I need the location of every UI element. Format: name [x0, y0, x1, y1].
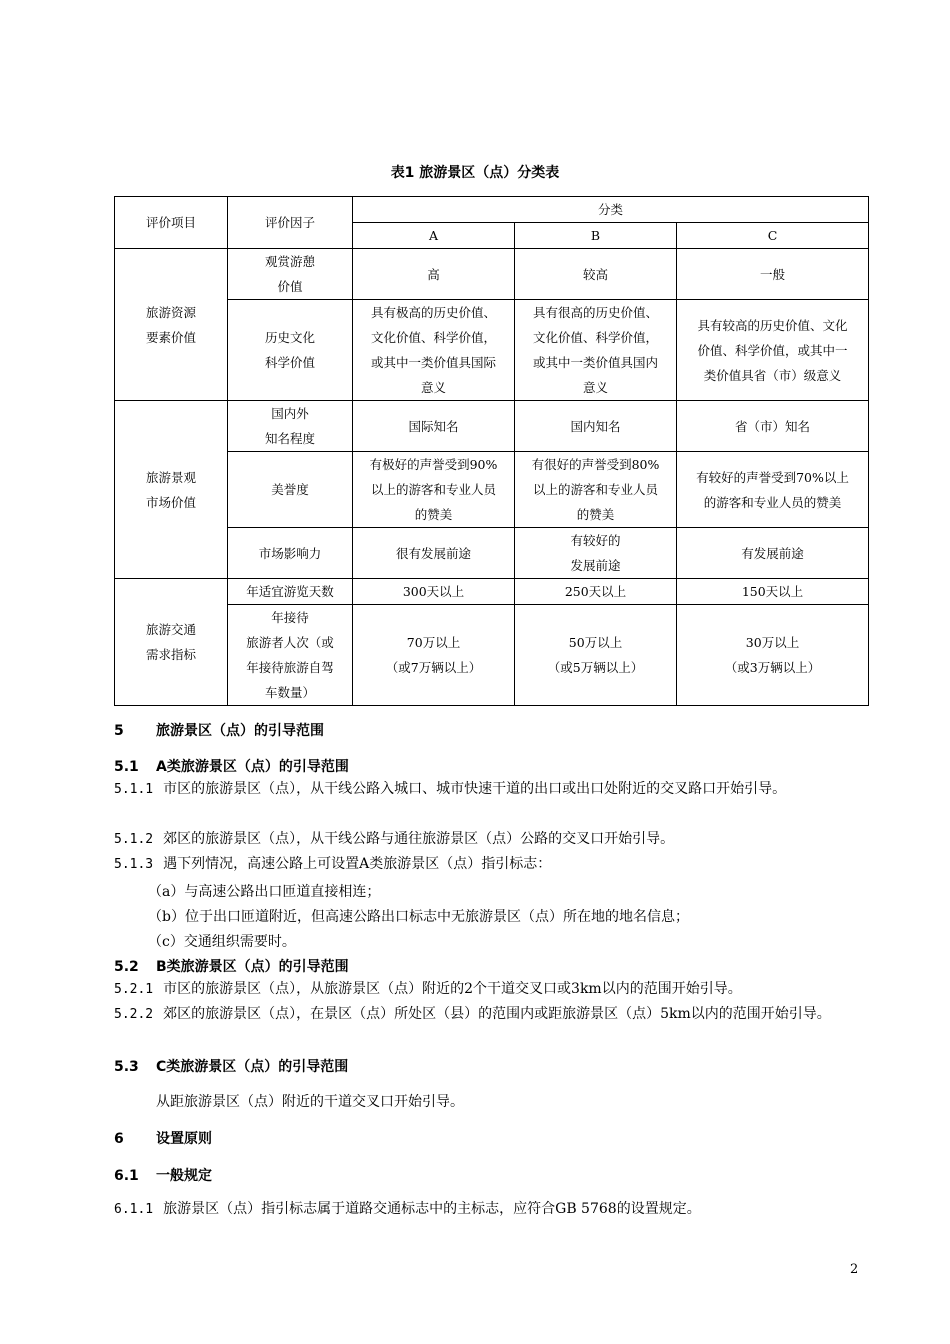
- header-a: A: [353, 223, 515, 249]
- para-5-3: 从距旅游景区（点）附近的干道交叉口开始引导。: [156, 1094, 464, 1110]
- cell-line: 国内外: [271, 406, 309, 421]
- factor-cell: [228, 605, 353, 706]
- value-cell-a: [353, 249, 515, 300]
- cell-line: 具有较高的历史价值、文化: [697, 317, 848, 333]
- cell-line: 车数量）: [264, 685, 315, 700]
- cell-line: 很有发展前途: [395, 545, 471, 561]
- factor-cell: [228, 249, 353, 300]
- cell-line: 省（市）知名: [734, 418, 810, 434]
- section-5: 5 旅游景区（点）的引导范围: [114, 723, 324, 739]
- list-item-c: （c）交通组织需要时。: [148, 934, 296, 950]
- table-row: [115, 249, 869, 300]
- cell-line: 价值: [277, 279, 303, 294]
- table-caption: 表1 旅游景区（点）分类表: [390, 165, 560, 181]
- value-cell-c: [677, 249, 869, 300]
- cell-line: 一般: [759, 266, 785, 282]
- cell-line: 文化价值、科学价值，: [532, 330, 658, 345]
- cell-line: （或5万辆以上）: [547, 660, 644, 675]
- list-item-b: （b）位于出口匝道附近，但高速公路出口标志中无旅游景区（点）所在地的地名信息；: [148, 909, 689, 925]
- section-5-2: 5.2 B类旅游景区（点）的引导范围: [114, 959, 349, 975]
- para-5-1-2: 5.1.2 郊区的旅游景区（点），从干线公路与通往旅游景区（点）公路的交叉口开始引导。: [114, 831, 675, 847]
- cell-line: 的赞美: [414, 507, 453, 522]
- value-cell-c: [677, 401, 869, 452]
- value-cell-b: [515, 605, 677, 706]
- classification-table: [114, 196, 869, 706]
- para-5-2-2: 5.2.2 郊区的旅游景区（点），在景区（点）所处区（县）的范围内或距旅游景区（点）5km以内的范围开始引导。: [114, 1006, 831, 1022]
- value-cell-c: [677, 528, 869, 579]
- value-cell-b: [515, 579, 677, 605]
- section-5-3: 5.3 C类旅游景区（点）的引导范围: [114, 1059, 349, 1075]
- cell-line: 的赞美: [576, 507, 615, 522]
- cell-line: 旅游景观: [145, 469, 196, 485]
- cell-line: 旅游交通: [145, 622, 196, 637]
- cell-line: 意义: [420, 380, 446, 395]
- para-5-1-3: 5.1.3 遇下列情况，高速公路上可设置A类旅游景区（点）指引标志：: [114, 856, 552, 872]
- value-cell-b: [515, 528, 677, 579]
- factor-cell: [228, 300, 353, 401]
- group-name-cell: [115, 579, 228, 706]
- group-name-cell: [115, 401, 228, 579]
- table-row: [115, 300, 869, 401]
- cell-line: （或3万辆以上）: [724, 660, 821, 675]
- para-5-2-1: 5.2.1 市区的旅游景区（点），从旅游景区（点）附近的2个干道交叉口或3km以内的范围开始引导。: [114, 981, 742, 997]
- cell-line: 50万以上: [568, 635, 623, 650]
- header-b: B: [515, 223, 677, 249]
- cell-line: 价值、科学价值，或其中一: [697, 342, 848, 358]
- cell-line: 有极好的声誉受到90%: [369, 457, 498, 472]
- cell-line: 旅游者人次（或: [246, 635, 334, 650]
- cell-line: 年适宜游览天数: [246, 584, 334, 599]
- section-5-1: 5.1 A类旅游景区（点）的引导范围: [114, 759, 349, 775]
- section-6-1: 6.1 一般规定: [114, 1168, 212, 1184]
- cell-line: 科学价值: [264, 355, 315, 370]
- cell-line: 市场价值: [145, 494, 196, 510]
- cell-line: （或7万辆以上）: [385, 660, 482, 675]
- para-5-1-1: 5.1.1 市区的旅游景区（点），从干线公路入城口、城市快速干道的出口或出口处附近的交叉路口开始引导。: [114, 781, 787, 797]
- cell-line: 具有很高的历史价值、: [532, 305, 658, 320]
- cell-line: 意义: [582, 380, 608, 395]
- cell-line: 国内知名: [570, 418, 621, 434]
- value-cell-a: [353, 452, 515, 528]
- para-6-1-1: 6.1.1 旅游景区（点）指引标志属于道路交通标志中的主标志，应符合GB 5768的设置规定。: [114, 1201, 701, 1217]
- cell-line: 70万以上: [406, 635, 461, 650]
- table-row: [115, 452, 869, 528]
- value-cell-a: [353, 401, 515, 452]
- cell-line: 旅游资源: [145, 304, 196, 320]
- cell-line: 150天以上: [741, 584, 804, 599]
- cell-line: 具有极高的历史价值、: [370, 305, 496, 320]
- factor-cell: [228, 452, 353, 528]
- cell-line: 有发展前途: [741, 545, 804, 561]
- factor-cell: [228, 401, 353, 452]
- factor-cell: [228, 528, 353, 579]
- cell-line: 发展前途: [570, 558, 621, 573]
- cell-line: 的游客和专业人员的赞美: [703, 494, 842, 510]
- value-cell-b: [515, 300, 677, 401]
- list-item-a: （a）与高速公路出口匝道直接相连；: [148, 884, 381, 900]
- factor-cell: [228, 579, 353, 605]
- value-cell-a: [353, 579, 515, 605]
- cell-line: 或其中一类价值具国内: [532, 355, 658, 370]
- cell-line: 高: [427, 266, 440, 282]
- value-cell-a: [353, 605, 515, 706]
- cell-line: 国际知名: [408, 418, 459, 434]
- header-factor: 评价因子: [228, 197, 353, 249]
- value-cell-a: [353, 300, 515, 401]
- value-cell-b: [515, 401, 677, 452]
- cell-line: 较高: [582, 266, 608, 282]
- table-row: [115, 528, 869, 579]
- cell-line: 或其中一类价值具国际: [370, 355, 496, 370]
- cell-line: 年接待: [271, 610, 309, 625]
- cell-line: 市场影响力: [258, 545, 322, 561]
- header-item: 评价项目: [115, 197, 228, 249]
- cell-line: 年接待旅游自驾: [246, 660, 334, 675]
- cell-line: 需求指标: [145, 647, 196, 662]
- page-number: 2: [850, 1262, 859, 1277]
- table-row: [115, 579, 869, 605]
- cell-line: 250天以上: [564, 584, 627, 599]
- value-cell-b: [515, 452, 677, 528]
- cell-line: 美誉度: [271, 482, 309, 497]
- cell-line: 以上的游客和专业人员: [370, 482, 496, 497]
- cell-line: 历史文化: [264, 330, 315, 345]
- value-cell-c: [677, 300, 869, 401]
- value-cell-a: [353, 528, 515, 579]
- group-name-cell: [115, 249, 228, 401]
- value-cell-c: [677, 452, 869, 528]
- cell-line: 要素价值: [145, 329, 196, 345]
- value-cell-c: [677, 579, 869, 605]
- cell-line: 文化价值、科学价值，: [370, 330, 496, 345]
- cell-line: 有较好的: [570, 533, 621, 548]
- table-row: [115, 605, 869, 706]
- value-cell-b: [515, 249, 677, 300]
- header-c: C: [677, 223, 869, 249]
- cell-line: 30万以上: [745, 635, 800, 650]
- section-6: 6 设置原则: [114, 1131, 212, 1147]
- cell-line: 知名程度: [264, 431, 315, 446]
- cell-line: 以上的游客和专业人员: [532, 482, 658, 497]
- cell-line: 300天以上: [402, 584, 465, 599]
- table-row: [115, 401, 869, 452]
- cell-line: 有很好的声誉受到80%: [531, 457, 660, 472]
- cell-line: 类价值具省（市）级意义: [703, 367, 842, 383]
- cell-line: 观赏游憩: [264, 254, 315, 269]
- value-cell-c: [677, 605, 869, 706]
- cell-line: 有较好的声誉受到70%以上: [696, 469, 849, 485]
- header-category: 分类: [353, 197, 869, 223]
